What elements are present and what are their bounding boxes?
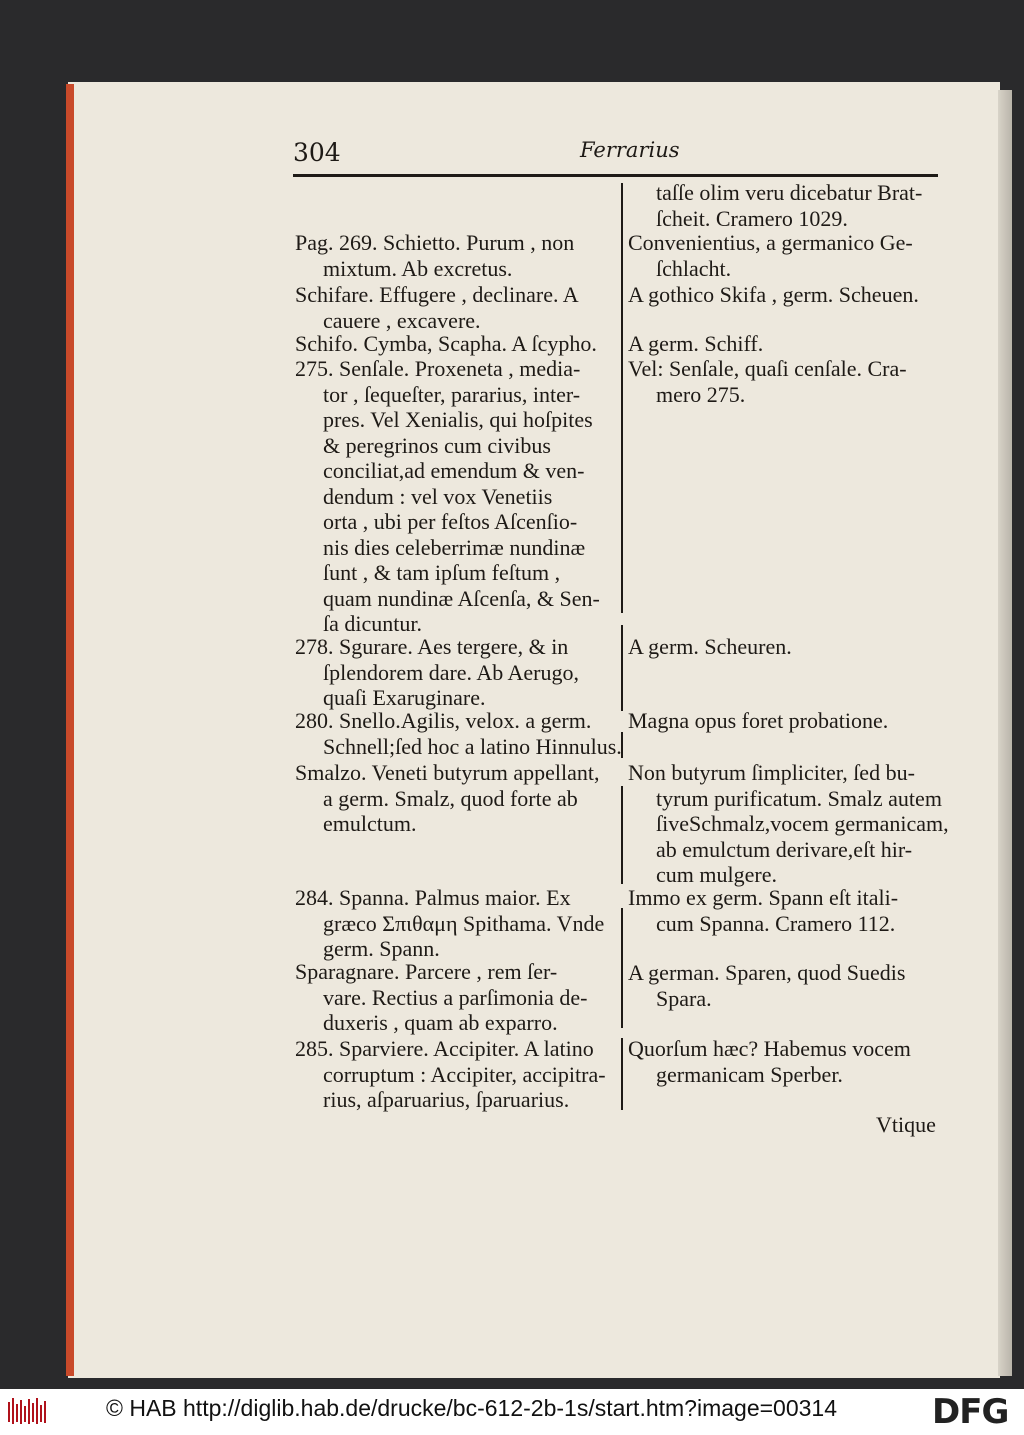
text-line: & peregrinos cum civibus (323, 432, 551, 458)
text-line: Schifo. Cymba, Scapha. A ſcypho. (295, 331, 597, 356)
text-line: germanicam Sperber. (656, 1061, 843, 1087)
text-line: corruptum : Accipiter, accipitra- (323, 1061, 606, 1087)
text-line: A german. Sparen, quod Suedis (628, 960, 906, 985)
text-line: orta , ubi per feſtos Aſcenſio- (323, 509, 578, 534)
text-line: ab emulctum derivare,eſt hir- (656, 836, 913, 862)
lemma-entry (295, 959, 613, 1036)
column-separator (621, 183, 623, 613)
lemma-entry (295, 356, 613, 637)
header-rule (293, 174, 938, 177)
commentary-entry (628, 331, 943, 357)
text-line: Pag. 269. Schietto. Purum , non (295, 230, 575, 255)
text-line: ſunt , & tam ipſum feſtum , (323, 560, 561, 585)
commentary-entry (628, 356, 943, 407)
text-line: ſchlacht. (656, 255, 732, 281)
text-line: emulctum. (323, 811, 417, 836)
library-logo-icon (8, 1396, 48, 1426)
text-line: Non butyrum ſimpliciter, ſed bu- (628, 760, 915, 785)
text-line: vare. Rectius a parſimonia de- (323, 984, 588, 1010)
text-line: A germ. Scheuren. (628, 634, 792, 659)
text-line: tyrum purificatum. Smalz autem (656, 785, 942, 811)
text-line: mixtum. Ab excretus. (323, 255, 513, 281)
column-separator (621, 908, 623, 1028)
page-red-edge (66, 84, 74, 1376)
text-line: quaſi Exaruginare. (323, 685, 486, 710)
text-line: Immo ex germ. Spann eſt itali- (628, 885, 899, 910)
text-line: Convenientius, a germanico Ge- (628, 230, 913, 255)
column-separator (621, 1038, 623, 1110)
commentary-entry (628, 1036, 943, 1087)
text-line: pres. Vel Xenialis, qui hoſpites (323, 407, 593, 432)
text-line: conciliat,ad emendum & ven- (323, 458, 585, 483)
commentary-entry (628, 760, 949, 888)
text-line: Spara. (656, 985, 712, 1011)
text-line: duxeris , quam ab exparro. (323, 1010, 558, 1035)
text-line: græco Σπιθαμη Spithama. Vnde (323, 910, 605, 936)
commentary-entry (628, 282, 943, 308)
text-line: Smalzo. Veneti butyrum appellant, (295, 760, 600, 785)
text-line: Schifare. Effugere , declinare. A (295, 282, 579, 307)
commentary-entry (628, 708, 943, 734)
text-line: A gothico Skifa , germ. Scheuen. (628, 282, 919, 307)
dfg-logo: DFG (932, 1392, 1009, 1432)
text-line: Magna opus foret probatione. (628, 708, 889, 733)
text-line: ſcheit. Cramero 1029. (656, 205, 848, 231)
column-separator (621, 786, 623, 884)
page-fore-edge (998, 90, 1012, 1376)
text-line: mero 275. (656, 381, 746, 407)
text-line: Sparagnare. Parcere , rem ſer- (295, 959, 558, 984)
lemma-entry (295, 708, 622, 759)
lemma-entry (295, 230, 613, 281)
commentary-entry (628, 634, 943, 660)
text-line: ſiveSchmalz,vocem germanicam, (656, 811, 949, 836)
text-line: cum Spanna. Cramero 112. (656, 910, 896, 936)
lemma-entry (295, 1036, 613, 1113)
text-line: germ. Spann. (323, 936, 440, 961)
text-line: quam nundinæ Aſcenſa, & Sen- (323, 585, 600, 611)
commentary-entry (628, 230, 943, 281)
text-line: 275. Senſale. Proxeneta , media- (295, 356, 581, 381)
text-line: dendum : vel vox Venetiis (323, 483, 553, 509)
viewer-footer (0, 1389, 1024, 1435)
text-line: nis dies celeberrimæ nundinæ (323, 534, 586, 560)
text-line: a germ. Smalz, quod forte ab (323, 785, 578, 811)
text-line: Schnell;ſed hoc a latino Hinnulus. (323, 733, 622, 759)
text-line: Quorſum hæc? Habemus vocem (628, 1036, 911, 1061)
text-line: rius, aſparuarius, ſparuarius. (323, 1087, 570, 1112)
text-line: 285. Sparviere. Accipiter. A latino (295, 1036, 594, 1061)
text-line: 280. Snello.Agilis, velox. a germ. (295, 708, 592, 733)
text-line: cum mulgere. (656, 862, 777, 887)
commentary-entry (628, 960, 943, 1011)
text-line: ſa dicuntur. (323, 611, 422, 636)
running-title: Ferrarius (580, 138, 680, 162)
commentary-entry (628, 885, 943, 936)
column-separator (621, 625, 623, 711)
text-line: taſſe olim veru dicebatur Brat- (656, 180, 923, 205)
citation-link[interactable]: © HAB http://diglib.hab.de/drucke/bc-612-2b-1s/start.htm?image=00314 (106, 1395, 838, 1421)
catchword: Vtique (876, 1112, 936, 1137)
commentary-entry (628, 180, 943, 231)
text-line: cauere , excavere. (323, 307, 481, 333)
text-line: ſplendorem dare. Ab Aerugo, (323, 659, 579, 685)
text-line: 284. Spanna. Palmus maior. Ex (295, 885, 571, 910)
page-number: 304 (293, 138, 341, 167)
text-line: A germ. Schiff. (628, 331, 764, 356)
lemma-entry (295, 282, 613, 333)
lemma-entry (295, 634, 613, 711)
lemma-entry (295, 760, 613, 837)
lemma-entry (295, 885, 613, 962)
text-line: tor , ſequeſter, pararius, inter- (323, 381, 581, 407)
lemma-entry (295, 331, 613, 357)
text-line: 278. Sgurare. Aes tergere, & in (295, 634, 569, 659)
text-line: Vel: Senſale, quaſi cenſale. Cra- (628, 356, 907, 381)
